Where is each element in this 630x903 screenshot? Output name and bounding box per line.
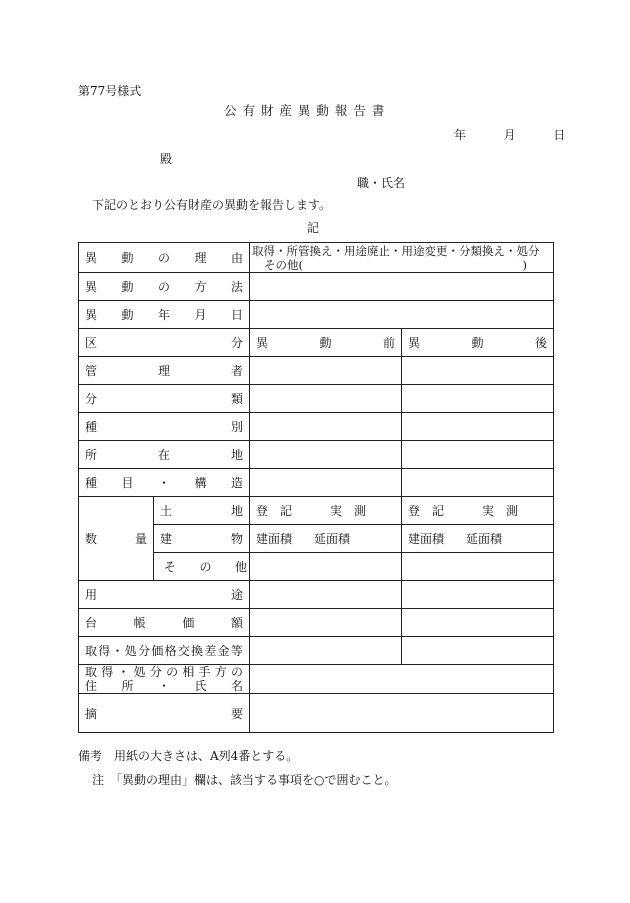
manager-label: 管 理 者 [85, 364, 244, 378]
registered-label: 登 記 [256, 504, 293, 518]
registered-label: 登 記 [408, 504, 445, 518]
type-after[interactable] [402, 413, 554, 441]
ledger-row [79, 609, 554, 637]
partner-value[interactable] [250, 665, 554, 694]
class-after[interactable] [402, 385, 554, 413]
biko-note: 備考 用紙の大きさは、A列4番とする。 [78, 749, 299, 763]
structure-before[interactable] [250, 469, 402, 497]
location-after[interactable] [402, 441, 554, 469]
price-after[interactable] [402, 637, 554, 665]
building-area-label: 建面積 [408, 532, 445, 546]
reason-options-cell[interactable] [250, 243, 554, 273]
land-before[interactable] [250, 497, 402, 525]
remarks-row [79, 694, 554, 733]
method-value[interactable] [250, 273, 554, 301]
price-row [79, 637, 554, 665]
structure-label: 種 目 ・ 構 造 [85, 476, 244, 490]
land-row [79, 497, 554, 525]
land-after[interactable] [402, 497, 554, 525]
form-number: 第77号様式 [78, 84, 142, 98]
remarks-label: 摘 要 [85, 706, 244, 721]
type-label: 種 別 [85, 420, 244, 434]
kubun-row [79, 329, 554, 357]
reason-label: 異 動 の 理 由 [85, 251, 244, 265]
partner-row [79, 665, 554, 694]
day-label: 日 [553, 128, 566, 142]
other-after[interactable] [402, 553, 554, 581]
ledger-after[interactable] [402, 609, 554, 637]
reason-row [79, 243, 554, 273]
quantity-label: 数 量 [85, 532, 147, 546]
partner-label-2: 住 所 ・ 氏 名 [85, 679, 244, 693]
location-before[interactable] [250, 441, 402, 469]
floor-area-label: 延面積 [314, 532, 351, 546]
page-title: 公 有 財 産 異 動 報 告 書 [224, 103, 386, 118]
other-label: そ の 他 [164, 560, 248, 574]
date-value[interactable] [250, 301, 554, 329]
class-row [79, 385, 554, 413]
addressee: 殿 [160, 152, 173, 166]
other-before[interactable] [250, 553, 402, 581]
building-area-label: 建面積 [256, 532, 293, 546]
reason-other: その他( [264, 257, 304, 272]
reporter-label: 職・氏名 [357, 176, 406, 190]
method-label: 異 動 の 方 法 [85, 280, 244, 294]
class-label: 分 類 [85, 392, 244, 406]
ledger-before[interactable] [250, 609, 402, 637]
structure-after[interactable] [402, 469, 554, 497]
date-row [79, 301, 554, 329]
building-label: 建 物 [160, 532, 244, 546]
intro-text: 下記のとおり公有財産の異動を報告します。 [92, 198, 332, 212]
usage-before[interactable] [250, 581, 402, 609]
usage-after[interactable] [402, 581, 554, 609]
type-row [79, 413, 554, 441]
class-before[interactable] [250, 385, 402, 413]
measured-label: 実 測 [330, 504, 367, 518]
before-label: 異 動 前 [256, 336, 395, 350]
method-row [79, 273, 554, 301]
location-row [79, 441, 554, 469]
usage-label: 用 途 [85, 588, 244, 602]
partner-label-1: 取 得 ・ 処 分 の 相 手 方 の [85, 665, 243, 679]
usage-row [79, 581, 554, 609]
manager-before[interactable] [250, 357, 402, 385]
measured-label: 実 測 [482, 504, 519, 518]
structure-row [79, 469, 554, 497]
reason-close: ) [522, 257, 528, 272]
remarks-value[interactable] [250, 694, 554, 733]
floor-area-label: 延面積 [466, 532, 503, 546]
reason-options: 取得・所管換え・用途廃止・用途変更・分類換え・処分 [252, 243, 540, 258]
after-label: 異 動 後 [408, 336, 547, 350]
price-label: 取 得 ・ 処 分 価 格 交 換 差 金 等 [85, 644, 243, 658]
manager-after[interactable] [402, 357, 554, 385]
kubun-label: 区 分 [85, 336, 244, 350]
type-before[interactable] [250, 413, 402, 441]
building-before[interactable] [250, 525, 402, 553]
land-label: 土 地 [160, 504, 244, 518]
manager-row [79, 357, 554, 385]
building-after[interactable] [402, 525, 554, 553]
ledger-label: 台 帳 価 額 [85, 616, 243, 630]
date-label: 異 動 年 月 日 [85, 308, 244, 322]
date-line [454, 126, 565, 143]
chu-note: 注 「異動の理由」欄は、該当する事項を○で囲むこと。 [92, 773, 397, 787]
ki-label: 記 [307, 221, 320, 235]
month-label: 月 [503, 128, 516, 142]
year-label: 年 [454, 128, 467, 142]
location-label: 所 在 地 [85, 448, 244, 462]
report-table [78, 242, 554, 733]
price-before[interactable] [250, 637, 402, 665]
